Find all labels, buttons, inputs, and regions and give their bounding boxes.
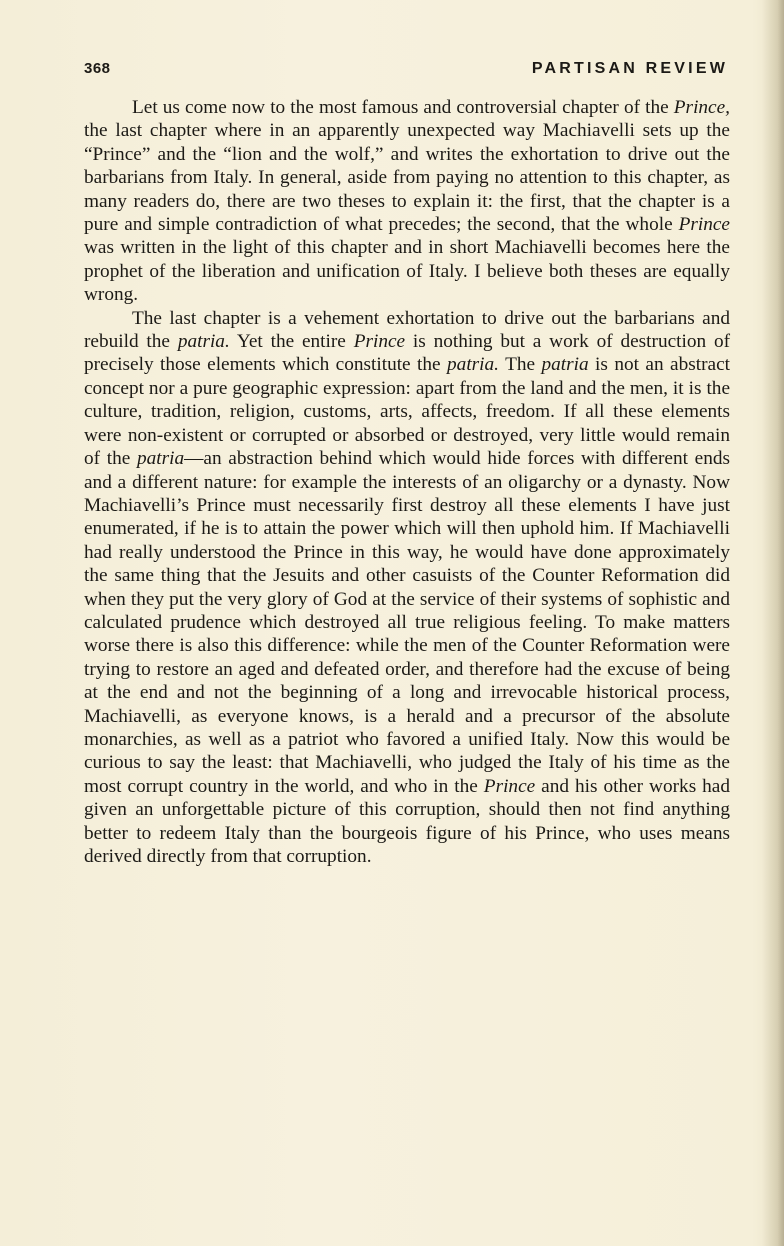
paragraph xyxy=(84,307,730,869)
text-run: the last chapter where in an apparently unexpected way Machiavelli sets up the “Prince” and the “lion and the wolf,” and writes the exhortation to drive out the barbarians from Italy. In general, aside from paying no attention to this chapter, as many readers do, there are two theses to explain it: the first, that the chapter is a pure and simple contradiction of what precedes; the second, that the whole xyxy=(84,120,730,236)
italic-text: Prince, xyxy=(673,97,730,118)
text-run: Yet the entire xyxy=(229,331,354,353)
italic-text: patria. xyxy=(177,331,230,353)
text-run: The last chapter is a vehement exhortation to drive out the barbarians and rebuild the xyxy=(84,307,730,353)
body-text xyxy=(84,96,730,868)
italic-text: Prince xyxy=(483,775,536,797)
page-edge-shadow xyxy=(762,0,784,1246)
text-run: is not an abstract concept nor a pure geographic expression: apart from the land and the men, it is the culture, tradition, religion, customs, arts, affects, freedom. If all these elements were non-existent or corrupted or absorbed or destroyed, very little would remain of the xyxy=(84,354,730,470)
text-run: —an abstraction behind which would hide forces with different ends and a different nature: for example the interests of an oligarchy or a dynasty. Now Machiavelli’s Prince must necessarily first destroy all these elements I have just enumerated, if he is to attain the power which will then uphold him. If Machiavelli had really understood the Prince in this way, he would have done approximately the same thing that the Jesuits and other casuists of the Counter Reformation did when they put the very glory of God at the service of their systems of sophistic and calculated prudence which destroyed all true religious feeling. To make matters worse there is also this difference: while the men of the Counter Reformation were trying to restore an aged and defeated order, and therefore had the excuse of being at the end and not the beginning of a long and irrevocable historical process, Machiavelli, as everyone knows, is a herald and a precursor of the absolute monarchies, as well as a patriot who favored a unified Italy. Now this would be curious to say the least: that Machiavelli, who judged the Italy of his time as the most corrupt country in the world, and who in the xyxy=(84,448,730,797)
text-run: The xyxy=(499,354,542,376)
italic-text: Prince xyxy=(353,331,406,353)
running-head: PARTISAN REVIEW xyxy=(531,60,728,77)
italic-text: patria. xyxy=(447,354,499,376)
text-run: and his other works had given an unforgettable picture of this corruption, should then not find anything better to redeem Italy than the bourgeois figure of his Prince, who uses means derived directly from that corruption. xyxy=(84,775,731,867)
italic-text: patria xyxy=(541,354,589,376)
text-run: Let us come now to the most famous and controversial chapter of the xyxy=(132,97,674,118)
text-run: is nothing but a work of destruction of precisely those elements which constitute the xyxy=(84,331,731,376)
page-header xyxy=(84,60,728,84)
page-number: 368 xyxy=(84,60,111,77)
italic-text: Prince xyxy=(678,214,730,236)
paragraph xyxy=(84,96,730,307)
text-run: was written in the light of this chapter and in short Machiavelli becomes here the prophet of the liberation and unification of Italy. I believe both theses are equally wrong. xyxy=(84,237,730,306)
italic-text: patria xyxy=(136,448,185,470)
